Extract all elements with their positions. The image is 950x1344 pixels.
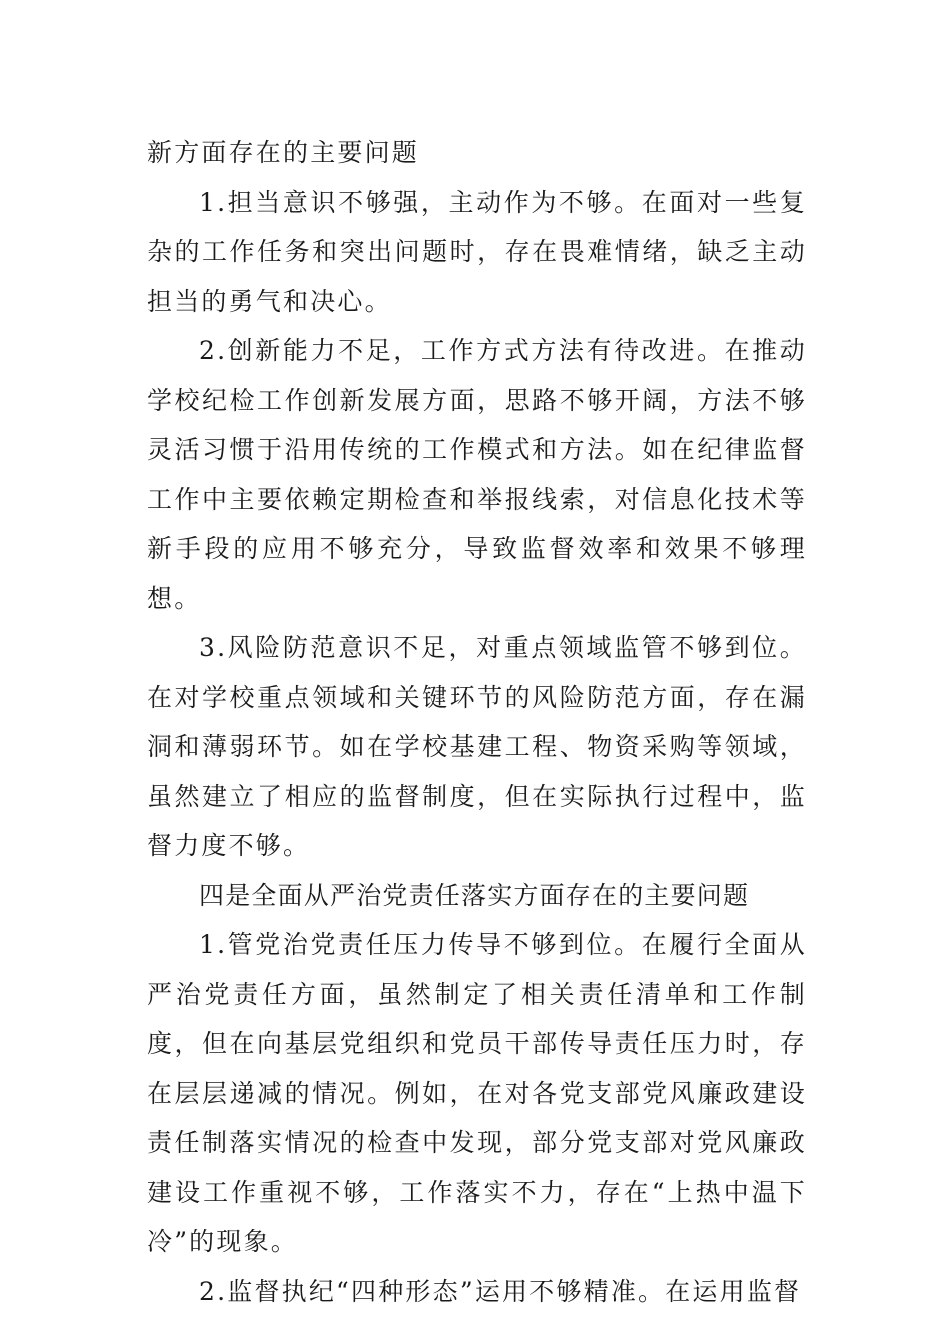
paragraph-item-2-four-forms: 2.监督执纪“四种形态”运用不够精准。在运用监督 <box>199 1276 802 1306</box>
paragraph-item-1-party-governance: 1.管党治党责任压力传导不够到位。在履行全面从严治党责任方面，虽然制定了相关责任清单和工作制度，但在向基层党组织和党员干部传导责任压力时，存在层层递减的情况。例如，在对各党支部党风廉政建设责任制落实情况的检查中发现，部分党支部对党风廉政建设工作重视不够，工作落实不力，存在“上热中温下冷”的现象。 <box>147 930 807 1256</box>
section-heading-four: 四是全面从严治党责任落实方面存在的主要问题 <box>199 880 750 910</box>
paragraph-item-2-innovation: 2.创新能力不足，工作方式方法有待改进。在推动学校纪检工作创新发展方面，思路不够开阔，方法不够灵活习惯于沿用传统的工作模式和方法。如在纪律监督工作中主要依赖定期检查和举报线索，对信息化技术等新手段的应用不够充分，导致监督效率和效果不够理想。 <box>147 336 807 613</box>
paragraph-section-heading-tail: 新方面存在的主要问题 <box>147 138 420 167</box>
paragraph-item-1-responsibility: 1.担当意识不够强，主动作为不够。在面对一些复杂的工作任务和突出问题时，存在畏难情绪，缺乏主动担当的勇气和决心。 <box>147 187 807 316</box>
paragraph-item-3-risk-prevention: 3.风险防范意识不足，对重点领域监管不够到位。在对学校重点领域和关键环节的风险防范方面，存在漏洞和薄弱环节。如在学校基建工程、物资采购等领域，虽然建立了相应的监督制度，但在实际执行过程中，监督力度不够。 <box>147 633 807 860</box>
document-body <box>147 128 807 1316</box>
